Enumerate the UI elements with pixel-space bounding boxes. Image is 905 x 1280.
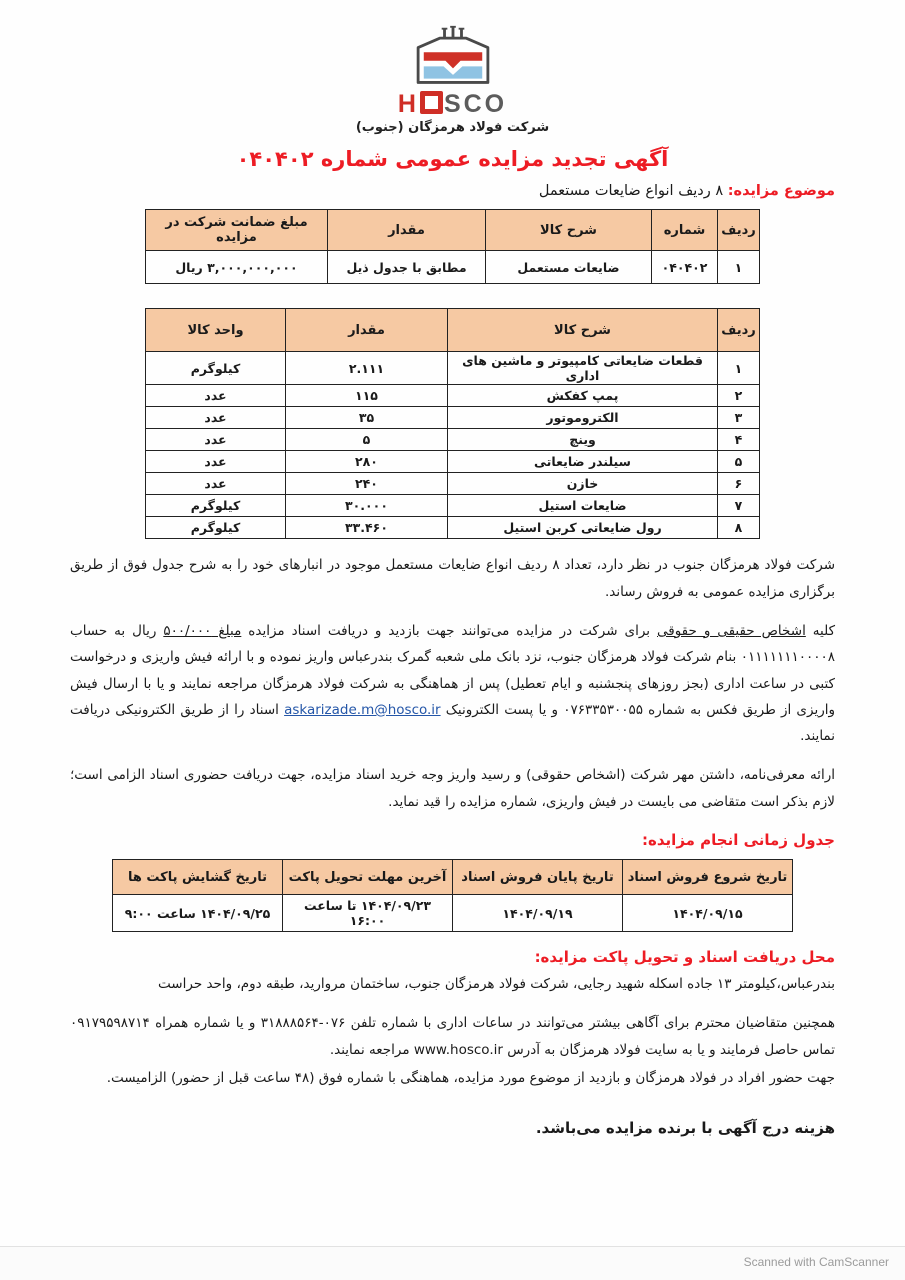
subject-label: موضوع مزایده: xyxy=(727,183,835,200)
hosco-o-mark xyxy=(420,91,443,114)
table-row xyxy=(146,495,760,517)
table-row xyxy=(146,352,760,385)
table-cell: ضایعات استیل xyxy=(448,495,718,517)
subject-value: ۸ ردیف انواع ضایعات مستعمل xyxy=(538,183,724,200)
table-cell: ۳۰.۰۰۰ xyxy=(286,495,448,517)
auction-subject-line xyxy=(70,183,835,199)
company-name: شرکت فولاد هرمزگان (جنوب) xyxy=(355,120,550,136)
contact-paragraph xyxy=(70,1010,835,1063)
table-cell: ۰۴۰۴۰۲ xyxy=(652,251,718,284)
table-row xyxy=(146,517,760,539)
table-cell: ۲۴۰ xyxy=(286,473,448,495)
table-row xyxy=(146,251,760,284)
payment-text: اسناد را از طریق الکترونیکی دریافت نمایند. xyxy=(70,701,835,745)
table-row xyxy=(113,895,793,932)
table-cell: ۳۳.۴۶۰ xyxy=(286,517,448,539)
table-cell: وینچ xyxy=(448,429,718,451)
table-cell: سیلندر ضایعاتی xyxy=(448,451,718,473)
table-cell: خازن xyxy=(448,473,718,495)
address-line: بندرعباس،کیلومتر ۱۳ جاده اسکله شهید رجایی، شرکت فولاد هرمزگان جنوب، ساختمان مروارید، طبقه دوم، واحد حراست xyxy=(158,976,835,993)
intro-paragraph: شرکت فولاد هرمزگان جنوب در نظر دارد، تعداد ۸ ردیف انواع ضایعات مستعمل موجود در انبارهای خود را به شرح جدول فوق از طریق برگزاری مزایده عمومی به فروش رساند. xyxy=(70,557,836,600)
column-header: ردیف xyxy=(718,309,760,352)
payment-text: برای شرکت در مزایده می‌توانند جهت بازدید و دریافت اسناد مزایده xyxy=(241,622,657,639)
table-cell: ۱۱۵ xyxy=(286,385,448,407)
column-header: مبلغ ضمانت شرکت در مزایده xyxy=(146,210,328,251)
table-cell: ۴ xyxy=(718,429,760,451)
website-text: www.hosco.ir xyxy=(413,1041,503,1058)
table-cell: ۲.۱۱۱ xyxy=(286,352,448,385)
column-header: واحد کالا xyxy=(146,309,286,352)
column-header: شرح کالا xyxy=(448,309,718,352)
hosco-wordmark xyxy=(70,91,835,117)
table-header-row xyxy=(146,309,760,352)
table-cell: عدد xyxy=(146,473,286,495)
page-title: آگهی تجدید مزایده عمومی شماره ۰۴۰۴۰۲ xyxy=(236,147,669,172)
table-cell: کیلوگرم xyxy=(146,517,286,539)
table-cell: عدد xyxy=(146,407,286,429)
column-header: تاریخ گشایش پاکت ها xyxy=(113,860,283,895)
column-header: مقدار xyxy=(328,210,486,251)
schedule-table xyxy=(112,859,793,932)
table-cell: ۱ xyxy=(718,251,760,284)
contact-text: همچنین متقاضیان محترم برای آگاهی بیشتر می‌توانند در ساعات اداری با شماره تلفن ۰۷۶-۳۱۸۸۸۵۶۴ و یا شماره همراه ۰۹۱۷۹۵۹۸۷۱۴ تماس حاصل فرمایند و یا به سایت فولاد هرمزگان به آدرس xyxy=(70,1015,835,1058)
email-link[interactable]: askarizade.m@hosco.ir xyxy=(284,701,441,718)
table-row xyxy=(146,385,760,407)
table-cell: ۳۵ xyxy=(286,407,448,429)
factory-icon xyxy=(405,24,501,90)
table-cell: عدد xyxy=(146,451,286,473)
company-logo xyxy=(70,24,835,135)
table-row xyxy=(146,429,760,451)
payment-paragraph xyxy=(70,618,835,750)
table-cell: ۱۴۰۴/۰۹/۲۵ ساعت ۹:۰۰ xyxy=(113,895,283,932)
table-cell: ۲ xyxy=(718,385,760,407)
table-header-row xyxy=(113,860,793,895)
column-header: آخرین مهلت تحویل پاکت xyxy=(283,860,453,895)
table-cell: پمپ کفکش xyxy=(448,385,718,407)
schedule-heading: جدول زمانی انجام مزایده: xyxy=(642,831,835,850)
camscanner-footer xyxy=(0,1246,905,1280)
documents-note-paragraph: ارائه معرفی‌نامه، داشتن مهر شرکت (اشخاص حقوقی) و رسید واریز وجه خرید اسناد مزایده، جهت دریافت حضوری اسناد الزامی است؛ لازم بذکر است متقاضی می بایست در فیش واریزی، شماره مزایده را قید نماید. xyxy=(70,767,835,810)
column-header: مقدار xyxy=(286,309,448,352)
table-row xyxy=(146,451,760,473)
fee-note: هزینه درج آگهی با برنده مزایده می‌باشد. xyxy=(535,1119,835,1138)
table-cell: ۵ xyxy=(718,451,760,473)
contact-text: مراجعه نمایند. xyxy=(329,1041,414,1058)
table-cell: رول ضایعاتی کربن استیل xyxy=(448,517,718,539)
column-header: تاریخ پایان فروش اسناد xyxy=(453,860,623,895)
payment-text: کلیه xyxy=(805,622,836,639)
table-row xyxy=(146,473,760,495)
column-header: تاریخ شروع فروش اسناد xyxy=(623,860,793,895)
table-row xyxy=(146,407,760,429)
payment-underlined-persons: اشخاص حقیقی و حقوقی xyxy=(657,622,806,639)
table-cell: کیلوگرم xyxy=(146,352,286,385)
camscanner-label: Scanned with CamScanner xyxy=(743,1255,889,1269)
table-cell: ۱۴۰۴/۰۹/۱۹ xyxy=(453,895,623,932)
table-cell: ۳,۰۰۰,۰۰۰,۰۰۰ ریال xyxy=(146,251,328,284)
table-cell: ۱ xyxy=(718,352,760,385)
payment-text: ریال به حساب ۰۱۱۱۱۱۱۱۰۰۰۰۸ بنام شرکت فولاد هرمزگان جنوب، نزد بانک ملی شعبه گمرک بندرعباس واریز نموده و با ارائه فیش واریزی و درخواست کتبی در ساعت اداری (بجز روزهای پنجشنبه و ایام تعطیل) پس از هماهنگی به شرکت فولاد هرمزگان مراجعه نمایند و یا با ارسال فیش واریزی از طریق فکس به شماره ۰۷۶۳۳۵۳۰۰۵۵ و یا پست الکترونیک xyxy=(70,622,835,718)
table-cell: عدد xyxy=(146,429,286,451)
payment-underlined-amount: مبلغ ۵۰۰/۰۰۰ xyxy=(163,622,242,639)
table-cell: ۲۸۰ xyxy=(286,451,448,473)
table-cell: ضایعات مستعمل xyxy=(486,251,652,284)
table-cell: ۷ xyxy=(718,495,760,517)
table-header-row xyxy=(146,210,760,251)
location-heading: محل دریافت اسناد و تحویل پاکت مزایده: xyxy=(534,948,835,967)
summary-table xyxy=(145,209,760,284)
column-header: ردیف xyxy=(718,210,760,251)
wordmark-letter-h: H xyxy=(397,90,419,118)
table-cell: ۳ xyxy=(718,407,760,429)
items-table xyxy=(145,308,760,539)
table-cell: الکتروموتور xyxy=(448,407,718,429)
table-cell: مطابق با جدول ذیل xyxy=(328,251,486,284)
table-cell: ۸ xyxy=(718,517,760,539)
column-header: شرح کالا xyxy=(486,210,652,251)
wordmark-letters-sco: SCO xyxy=(443,90,508,118)
table-cell: ۱۴۰۴/۰۹/۱۵ xyxy=(623,895,793,932)
table-cell: ۵ xyxy=(286,429,448,451)
table-cell: ۶ xyxy=(718,473,760,495)
column-header: شماره xyxy=(652,210,718,251)
table-cell: قطعات ضایعاتی کامپیوتر و ماشین های اداری xyxy=(448,352,718,385)
table-cell: کیلوگرم xyxy=(146,495,286,517)
table-cell: ۱۴۰۴/۰۹/۲۳ تا ساعت ۱۶:۰۰ xyxy=(283,895,453,932)
visit-note: جهت حضور افراد در فولاد هرمزگان و بازدید از موضوع مورد مزایده، هماهنگی با شماره فوق (۴۸ ساعت قبل از حضور) الزامیست. xyxy=(106,1070,835,1086)
table-cell: عدد xyxy=(146,385,286,407)
